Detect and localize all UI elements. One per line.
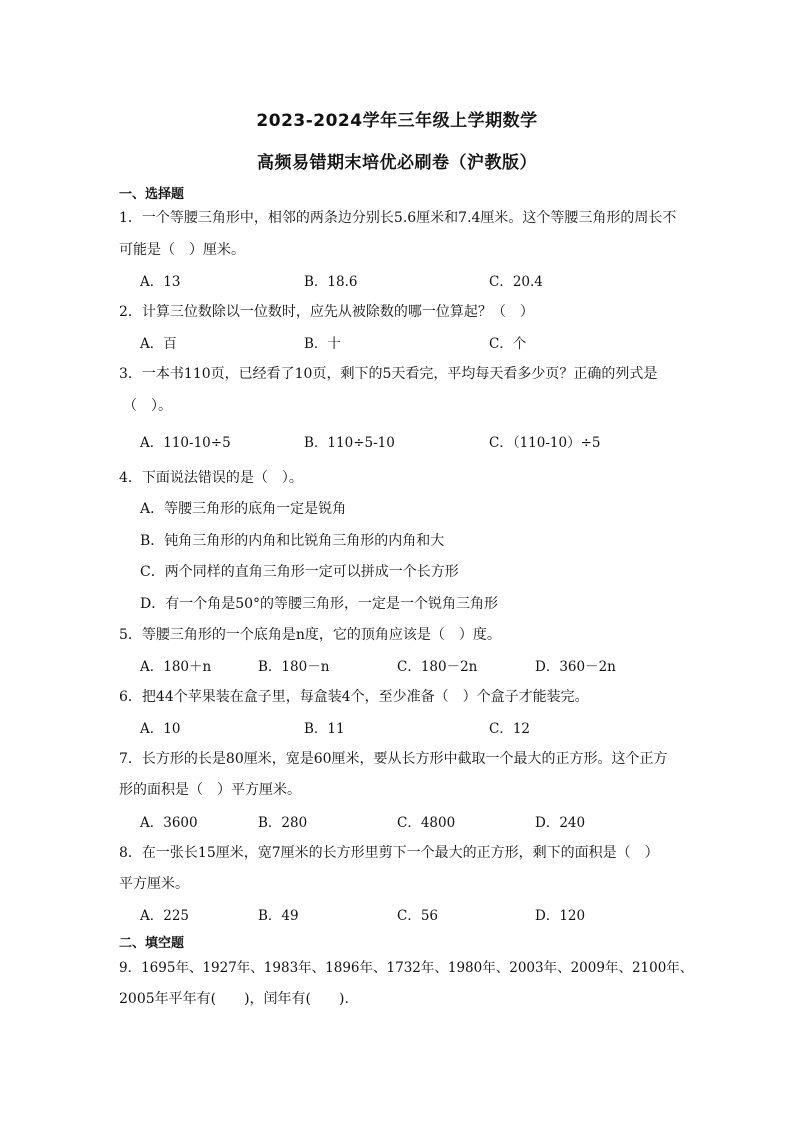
question-4-text: 4．下面说法错误的是（ ）。 — [119, 470, 303, 486]
question-5-options — [0, 655, 794, 675]
option-a[interactable]: A．等腰三角形的底角一定是锐角 — [140, 501, 347, 517]
option-b[interactable]: B．49 — [258, 908, 299, 924]
question-6-text: 6．把44个苹果装在盒子里，每盒装4个，至少准备（ ）个盒子才能装完。 — [119, 689, 589, 705]
option-a[interactable]: A．10 — [140, 721, 181, 737]
question-9-text: 9．1695年、1927年、1983年、1896年、1732年、1980年、2003年、2009年、2100年、 — [119, 960, 694, 976]
option-c[interactable]: C．个 — [489, 336, 527, 352]
option-a[interactable]: A．13 — [140, 274, 181, 290]
option-c[interactable]: C．12 — [489, 721, 531, 737]
option-a[interactable]: A．110-10÷5 — [140, 435, 231, 451]
question-7-text-cont: 形的面积是（ ）平方厘米。 — [119, 782, 301, 798]
question-8-options — [0, 904, 794, 924]
option-a[interactable]: A．225 — [140, 908, 190, 924]
option-b[interactable]: B．十 — [304, 336, 341, 352]
question-6-options — [0, 717, 794, 737]
option-a[interactable]: A．3600 — [140, 815, 198, 831]
option-c[interactable]: C．（110-10）÷5 — [489, 435, 601, 451]
option-b[interactable]: B．钝角三角形的内角和比锐角三角形的内角和大 — [140, 533, 445, 549]
option-b[interactable]: B．110÷5-10 — [304, 435, 395, 451]
question-7-options — [0, 811, 794, 831]
option-b[interactable]: B．18.6 — [304, 274, 358, 290]
page-title: 2023-2024学年三年级上学期数学 — [256, 111, 538, 131]
question-3-text-cont: （ ）。 — [123, 398, 172, 414]
question-1-text-cont: 可能是（ ）厘米。 — [119, 242, 245, 258]
question-1-text: 1．一个等腰三角形中，相邻的两条边分别长5.6厘米和7.4厘米。这个等腰三角形的周长不 — [119, 210, 677, 226]
option-b[interactable]: B．11 — [304, 721, 345, 737]
option-c[interactable]: C．两个同样的直角三角形一定可以拼成一个长方形 — [140, 564, 459, 580]
option-a[interactable]: A．180＋n — [140, 659, 212, 675]
question-8-text-cont: 平方厘米。 — [119, 876, 189, 892]
question-5-text: 5．等腰三角形的一个底角是n度，它的顶角应该是（ ）度。 — [119, 627, 501, 643]
page-subtitle: 高频易错期末培优必刷卷（沪教版） — [257, 153, 537, 173]
section-heading-fill: 二、填空题 — [119, 936, 185, 951]
option-c[interactable]: C．4800 — [397, 815, 456, 831]
option-d[interactable]: D．有一个角是50°的等腰三角形，一定是一个锐角三角形 — [140, 596, 499, 612]
option-d[interactable]: D．240 — [535, 815, 586, 831]
option-d[interactable]: D．120 — [535, 908, 586, 924]
option-c[interactable]: C．180－2n — [397, 659, 478, 675]
question-7-text: 7．长方形的长是80厘米，宽是60厘米，要从长方形中截取一个最大的正方形。这个正方 — [119, 751, 668, 767]
option-c[interactable]: C．20.4 — [489, 274, 543, 290]
question-3-options — [0, 431, 794, 451]
question-9-text-cont: 2005年平年有( )，闰年有( ). — [119, 991, 349, 1007]
option-d[interactable]: D．360－2n — [535, 659, 616, 675]
question-2-options — [0, 332, 794, 352]
option-b[interactable]: B．180－n — [258, 659, 330, 675]
option-c[interactable]: C．56 — [397, 908, 439, 924]
question-8-text: 8．在一张长15厘米，宽7厘米的长方形里剪下一个最大的正方形，剩下的面积是（ ） — [119, 845, 659, 861]
question-2-text: 2．计算三位数除以一位数时，应先从被除数的哪一位算起？（ ） — [119, 304, 534, 320]
question-1-options — [0, 270, 794, 290]
option-a[interactable]: A．百 — [140, 336, 177, 352]
question-3-text: 3．一本书110页，已经看了10页，剩下的5天看完，平均每天看多少页？正确的列式是 — [119, 366, 658, 382]
section-heading-choice: 一、选择题 — [119, 187, 185, 202]
option-b[interactable]: B．280 — [258, 815, 308, 831]
